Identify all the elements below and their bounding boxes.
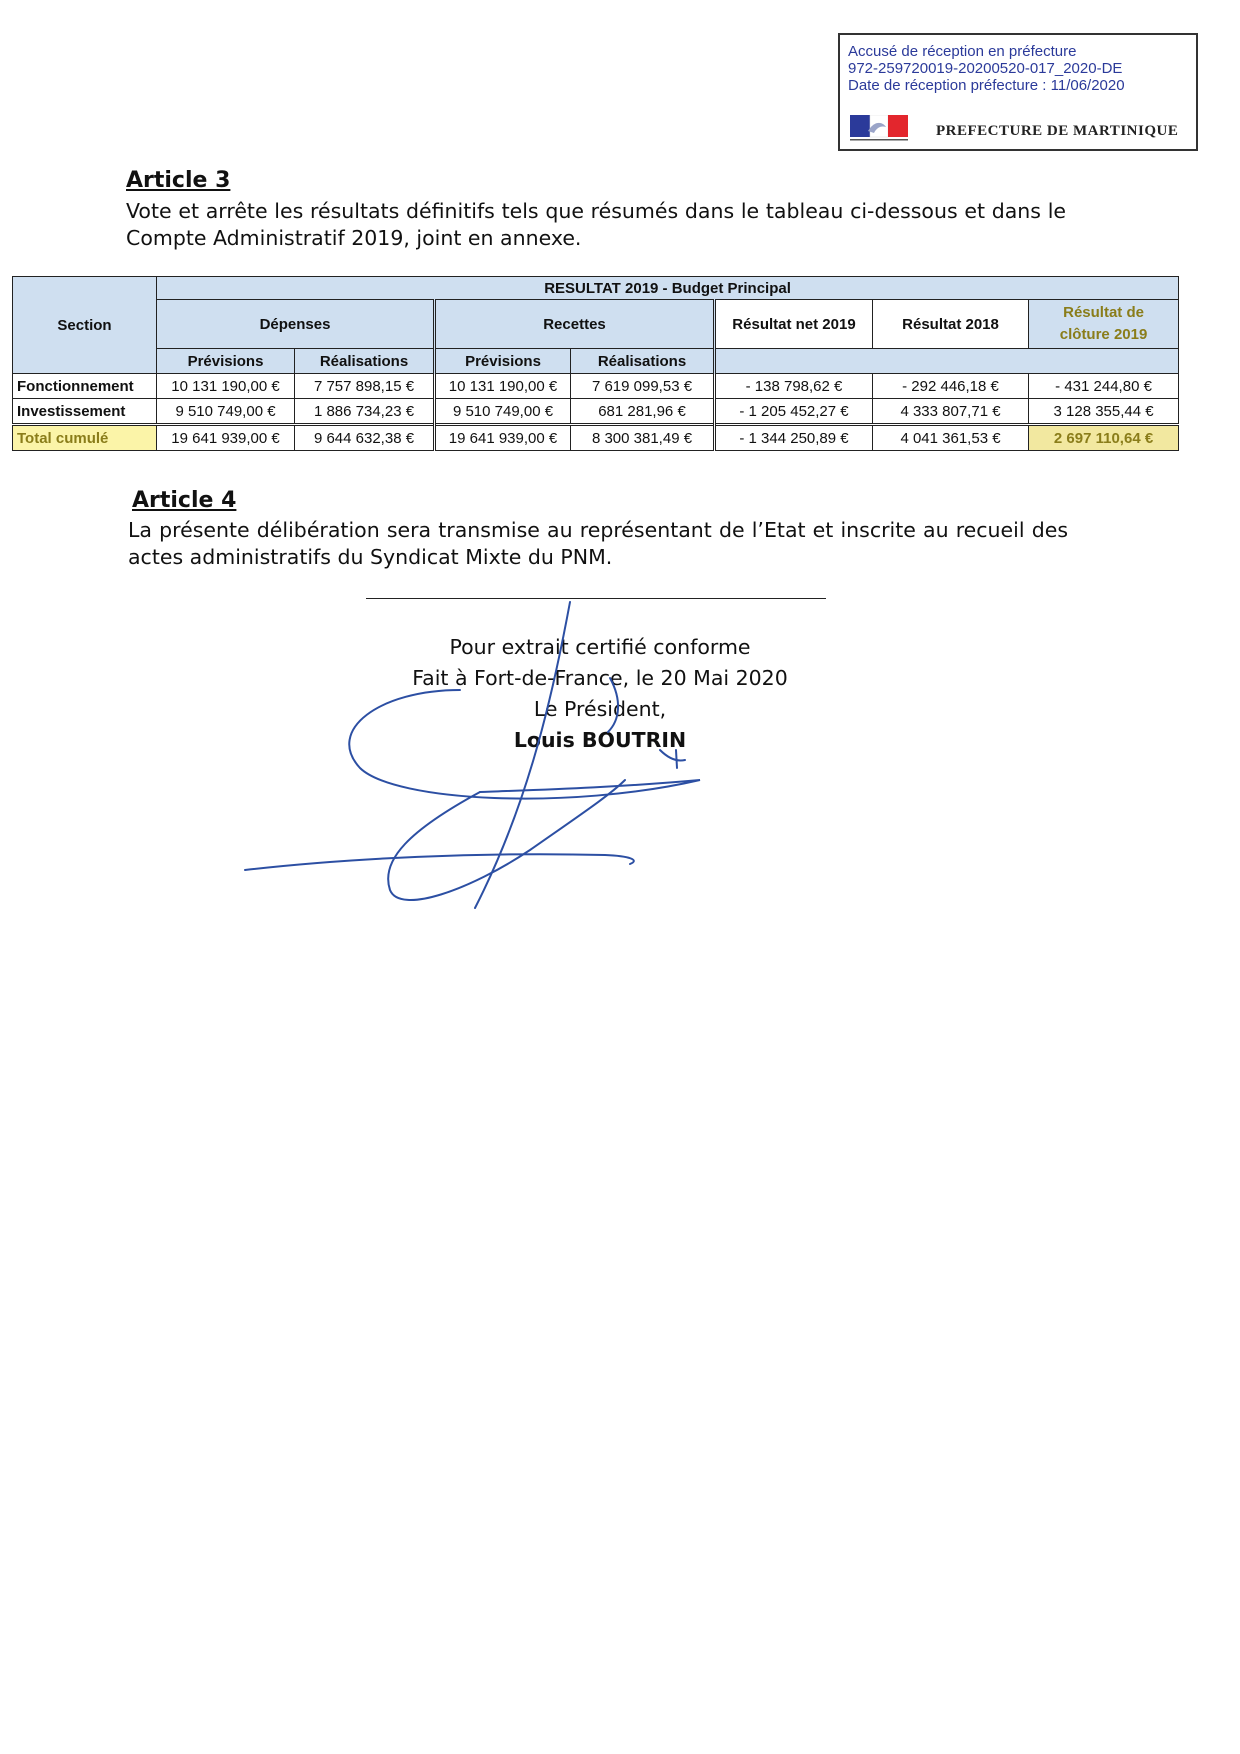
recettes-header: Recettes [435, 300, 715, 349]
row-label: Total cumulé [13, 425, 157, 451]
cell-rec-real: 7 619 099,53 € [571, 374, 715, 399]
table-subheader-row [13, 349, 1179, 374]
row-label: Investissement [13, 399, 157, 425]
depenses-header: Dépenses [157, 300, 435, 349]
article-4-title: Article 4 [132, 488, 237, 513]
handwritten-signature-icon [230, 590, 750, 910]
cell-rec-prev: 9 510 749,00 € [435, 399, 571, 425]
cell-2018: 4 333 807,71 € [873, 399, 1029, 425]
cell-2018: - 292 446,18 € [873, 374, 1029, 399]
stamp-line-1: Accusé de réception en préfecture [848, 43, 1077, 60]
cell-rec-prev: 10 131 190,00 € [435, 374, 571, 399]
resultat-2018-header: Résultat 2018 [873, 300, 1029, 349]
stamp-line-3: Date de réception préfecture : 11/06/2020 [848, 77, 1125, 94]
resultat-cloture-line-1: Résultat de [1063, 304, 1144, 321]
table-row [13, 374, 1179, 399]
recettes-previsions-header: Prévisions [435, 349, 571, 374]
article-3-text: Vote et arrête les résultats définitifs tels que résumés dans le tableau ci-dessous et dans le Compte Administratif 2019, joint en annexe. [126, 199, 1066, 250]
cell-rec-real: 8 300 381,49 € [571, 425, 715, 451]
table-title-row [13, 277, 1179, 300]
cell-2018: 4 041 361,53 € [873, 425, 1029, 451]
article-3-title: Article 3 [126, 168, 231, 193]
depenses-realisations-header: Réalisations [295, 349, 435, 374]
president-title: Le Président, [533, 697, 667, 721]
cell-net: - 1 205 452,27 € [715, 399, 873, 425]
table-row-total [13, 425, 1179, 451]
recettes-realisations-header: Réalisations [571, 349, 715, 374]
results-blank-header [715, 349, 1179, 374]
depenses-previsions-header: Prévisions [157, 349, 295, 374]
certification-line: Pour extrait certifié conforme [449, 635, 751, 659]
resultat-cloture-header [1029, 300, 1179, 349]
prefecture-stamp [838, 33, 1198, 151]
resultat-cloture-line-2: clôture 2019 [1059, 326, 1148, 343]
cell-dep-real: 1 886 734,23 € [295, 399, 435, 425]
stamp-text [848, 43, 1125, 94]
marianne-logo-icon [850, 115, 908, 143]
table-title: RESULTAT 2019 - Budget Principal [157, 277, 1179, 300]
resultat-net-header: Résultat net 2019 [715, 300, 873, 349]
table-header-row [13, 300, 1179, 349]
cell-cloture-total: 2 697 110,64 € [1029, 425, 1179, 451]
cell-rec-prev: 19 641 939,00 € [435, 425, 571, 451]
cell-rec-real: 681 281,96 € [571, 399, 715, 425]
prefecture-name: PREFECTURE DE MARTINIQUE [936, 123, 1179, 139]
cell-net: - 138 798,62 € [715, 374, 873, 399]
cell-dep-prev: 9 510 749,00 € [157, 399, 295, 425]
cell-dep-real: 9 644 632,38 € [295, 425, 435, 451]
table-row [13, 399, 1179, 425]
row-label: Fonctionnement [13, 374, 157, 399]
budget-results-table [12, 276, 1179, 451]
cell-cloture: 3 128 355,44 € [1029, 399, 1179, 425]
cell-dep-real: 7 757 898,15 € [295, 374, 435, 399]
section-header: Section [13, 277, 157, 374]
place-date-line: Fait à Fort-de-France, le 20 Mai 2020 [412, 666, 788, 690]
signatory-name: Louis BOUTRIN [513, 728, 687, 752]
cell-dep-prev: 19 641 939,00 € [157, 425, 295, 451]
stamp-line-2: 972-259720019-20200520-017_2020-DE [848, 60, 1123, 77]
cell-cloture: - 431 244,80 € [1029, 374, 1179, 399]
article-4-text: La présente délibération sera transmise au représentant de l’Etat et inscrite au recueil des actes administratifs du Syndicat Mixte du PNM. [128, 518, 1068, 569]
cell-dep-prev: 10 131 190,00 € [157, 374, 295, 399]
cell-net: - 1 344 250,89 € [715, 425, 873, 451]
